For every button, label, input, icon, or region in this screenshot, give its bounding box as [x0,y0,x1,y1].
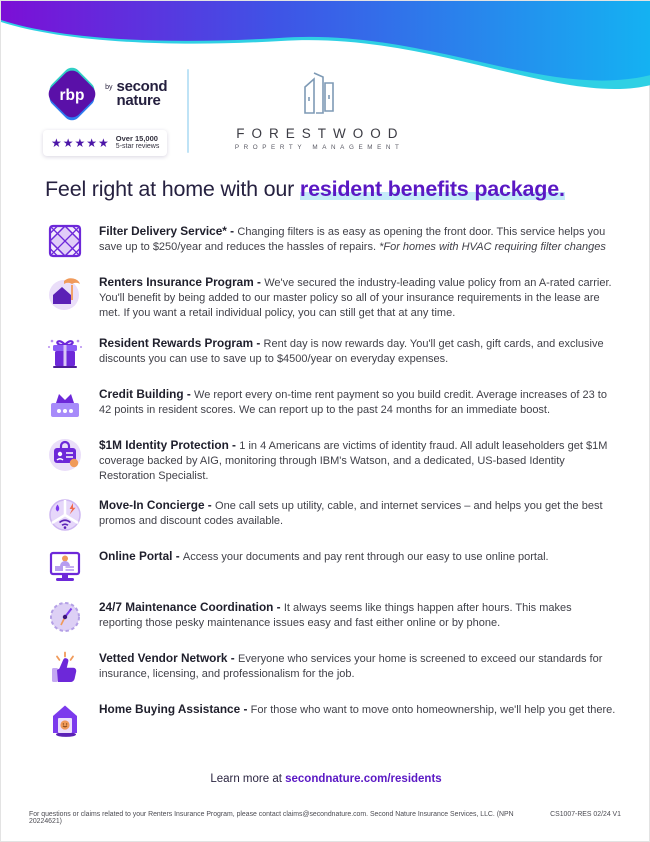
benefit-item [45,701,617,739]
benefit-title: Online Portal - [99,549,183,564]
five-stars-icon: ★★★★★ [51,136,110,151]
benefit-description: It always seems like things happen after hours. This makes reporting those pesky maintenance issues easy and fast either online or by phone. [99,602,572,630]
benefit-item [45,223,617,261]
partner-subtitle: PROPERTY MANAGEMENT [234,143,404,151]
by-label: by [105,83,113,91]
umbrella-house-icon [45,272,85,312]
residents-link[interactable]: secondnature.com/residents [285,773,442,785]
benefit-description: We've secured the industry-leading value policy from an A-rated carrier. You'll benefit by being added to our master policy so all of your insurance requirements in the lease are met. If you want a retail individual policy, you can still get that at any time. [99,277,612,320]
reviews-text: Over 15,000 5-star reviews [115,134,160,151]
benefit-item [45,274,617,322]
utilities-circle-icon [45,495,85,535]
house-person-icon [45,699,85,739]
benefit-description: Access your documents and pay rent through our easy to use online portal. [182,551,549,564]
reviews-badge [43,130,167,156]
benefit-description: Rent day is now rewards day. You'll get cash, gift cards, and exclusive discounts you can use to save up to $4500/year on everyday expenses. [99,337,604,365]
second-nature-wordmark: second nature [116,78,168,109]
footer-doc-code: CS1007-RES 02/24 V1 [550,811,621,818]
benefit-title: Filter Delivery Service* - [99,224,238,238]
benefit-description: Changing filters is as easy as opening the front door. This service helps you save up to $250/year and reduces the hassles of repairs. [99,226,606,254]
benefit-title: Home Buying Assistance - [99,702,251,717]
gift-icon [45,333,85,373]
rbp-brand-block [43,65,167,156]
page-title: Feel right at home with our resident benefits package. [45,177,565,201]
benefit-title: Renters Insurance Program - [99,275,265,289]
logo-row [43,65,424,156]
benefit-description: We report every on-time rent payment so you build credit. Average increases of 23 to 42 points in resident scores. We can report up to the past 24 months for an immediate boost. [99,388,607,416]
benefit-description: For those who want to move onto homeownership, we'll help you get there. [250,704,616,717]
partner-name: FORESTWOOD [236,125,405,141]
benefit-description: Everyone who services your home is screened to exceed our standards for insurance, licensing, and professionalism for the job. [99,653,603,681]
benefits-list [45,223,617,752]
benefit-title: $1M Identity Protection - [99,437,240,452]
benefit-item [45,599,617,637]
headline-highlight: resident benefits package. [299,177,565,201]
air-filter-icon [45,221,85,261]
benefit-title: Vetted Vendor Network - [99,651,238,666]
rbp-logo-icon [43,65,101,123]
benefit-title: Credit Building - [99,386,195,401]
benefit-title: 24/7 Maintenance Coordination - [99,600,284,615]
credit-crown-icon [45,384,85,424]
learn-more-line: Learn more at secondnature.com/residents [210,773,442,785]
benefit-title: Move-In Concierge - [99,498,216,513]
forestwood-building-icon [291,71,343,120]
benefit-description: One call sets up utility, cable, and internet services – and helps you get the best promos and discount codes available. [99,500,603,528]
footer-legal-text: For questions or claims related to your Renters Insurance Program, please contact claims@secondnature.com. Second Nature Insurance Services, LLC. (NPN 20224621) [29,811,514,825]
benefit-item [45,650,617,688]
benefit-item [45,437,617,485]
monitor-icon [45,546,85,586]
benefit-title: Resident Rewards Program - [99,335,264,350]
benefit-item [45,335,617,373]
partner-brand-block [209,71,424,151]
footer [29,811,621,825]
benefit-item [45,548,617,586]
clock-icon [45,597,85,637]
benefit-description: 1 in 4 Americans are victims of identity fraud. All adult leaseholders get $1M coverage backed by AIG, monitoring through IBM's Watson, and a dedicated, US-based Identity Restoration Specialist. [99,439,608,482]
benefit-footnote: *For homes with HVAC requiring filter changes [379,241,606,254]
benefit-item [45,386,617,424]
thumbs-up-icon [45,648,85,688]
svg-text:rbp: rbp [59,86,85,104]
logo-divider [187,69,189,153]
benefit-item [45,497,617,535]
id-card-lock-icon [45,435,85,475]
